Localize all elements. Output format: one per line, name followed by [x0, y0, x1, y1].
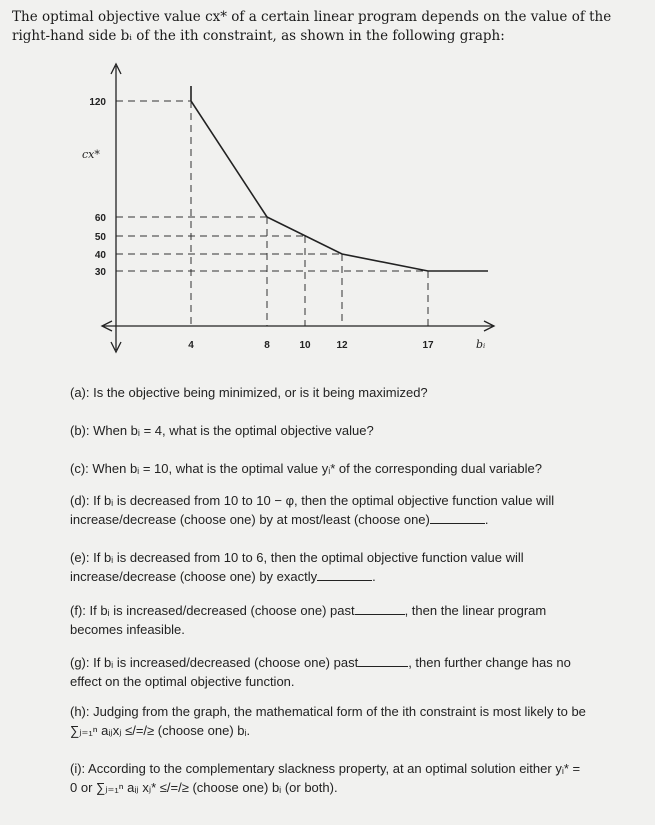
x-tick-label: 10 — [299, 340, 311, 351]
question-i-line1: (i): According to the complementary slackness property, at an optimal solution either yᵢ* = — [70, 761, 581, 776]
answer-blank-e[interactable] — [317, 569, 372, 581]
x-tick-label: 4 — [188, 340, 194, 351]
answer-blank-d[interactable] — [430, 512, 485, 524]
question-h — [70, 702, 630, 740]
question-h-line1: (h): Judging from the graph, the mathematical form of the ith constraint is most likely to be — [70, 704, 586, 719]
objective-value-chart — [70, 58, 500, 358]
question-f — [70, 601, 630, 639]
question-g-line2: , then further change has no — [408, 655, 571, 670]
answer-blank-g[interactable] — [358, 655, 408, 667]
tick-labels — [89, 97, 434, 351]
question-i-line2: 0 or ∑ⱼ₌₁ⁿ aᵢⱼ xⱼ* ≤/=/≥ (choose one) bᵢ (or both). — [70, 780, 338, 795]
question-e-line1: (e): If bᵢ is decreased from 10 to 6, then the optimal objective function value will — [70, 550, 524, 565]
y-tick-label: 40 — [94, 250, 106, 261]
answer-blank-f[interactable] — [355, 603, 405, 615]
y-tick-label: 60 — [94, 213, 106, 224]
question-b: (b): When bᵢ = 4, what is the optimal objective value? — [70, 423, 374, 438]
question-h-line2: ∑ⱼ₌₁ⁿ aᵢⱼxⱼ ≤/=/≥ (choose one) bᵢ. — [70, 723, 251, 738]
y-tick-label: 50 — [94, 232, 106, 243]
axes — [102, 64, 494, 352]
series-line — [191, 86, 488, 271]
y-tick-label: 30 — [94, 267, 106, 278]
question-f-line1: (f): If bᵢ is increased/decreased (choose one) past — [70, 603, 355, 618]
guide-lines — [116, 101, 428, 326]
y-tick-label: 120 — [89, 97, 106, 108]
x-tick-label: 12 — [336, 340, 348, 351]
question-c: (c): When bᵢ = 10, what is the optimal value yᵢ* of the corresponding dual variable? — [70, 461, 542, 476]
question-g-line3: effect on the optimal objective function. — [70, 674, 295, 689]
question-d-line2: increase/decrease (choose one) by at most/least (choose one) — [70, 512, 430, 527]
question-f-line2: , then the linear program — [404, 603, 547, 618]
question-g-line1: (g): If bᵢ is increased/decreased (choose one) past — [70, 655, 359, 670]
question-a: (a): Is the objective being minimized, or is it being maximized? — [70, 385, 428, 400]
question-d-line1: (d): If bᵢ is decreased from 10 to 10 − φ, then the optimal objective function value will — [70, 493, 555, 508]
question-f-line3: becomes infeasible. — [70, 622, 185, 637]
question-i — [70, 759, 630, 797]
problem-intro: The optimal objective value cx* of a certain linear program depends on the value of the right-hand side bᵢ of the ith constraint, as shown in the following graph: — [12, 9, 612, 44]
x-tick-label: 17 — [422, 340, 434, 351]
question-d: (d): If bᵢ is decreased from 10 to 10 − φ, then the optimal objective function value will increase/decrease (choose one) by at most/least (choose one) . — [70, 491, 630, 529]
question-e-line2: increase/decrease (choose one) by exactly — [70, 569, 318, 584]
question-e: (e): If bᵢ is decreased from 10 to 6, then the optimal objective function value will increase/decrease (choose one) by exactly . — [70, 548, 630, 586]
question-g — [70, 653, 630, 691]
y-axis-label: cx* — [82, 148, 100, 161]
x-tick-label: 8 — [264, 340, 270, 351]
x-axis-label: bᵢ — [476, 338, 486, 351]
